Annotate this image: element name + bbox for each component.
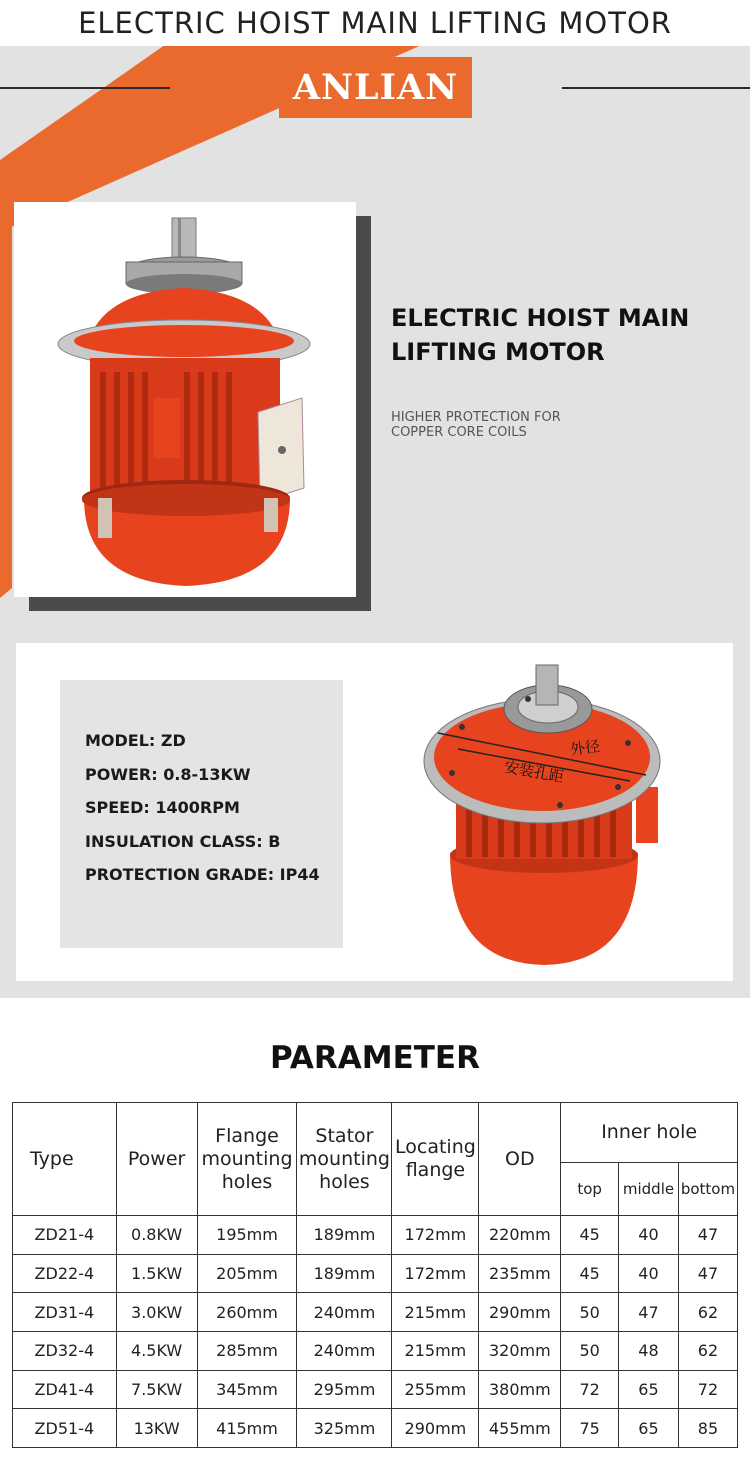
- cell-middle: 40: [619, 1254, 679, 1293]
- cell-flange: 260mm: [197, 1293, 297, 1332]
- cell-locating: 215mm: [392, 1332, 479, 1371]
- table-row: [13, 1370, 738, 1409]
- motor-illustration: [14, 202, 356, 597]
- feature-sub-line1: HIGHER PROTECTION FOR: [391, 410, 561, 425]
- table-row: [13, 1293, 738, 1332]
- cell-bottom: 47: [678, 1254, 737, 1293]
- cell-power: 1.5KW: [116, 1254, 197, 1293]
- header-stator: [297, 1103, 392, 1216]
- cell-top: 50: [561, 1293, 619, 1332]
- cell-locating: 172mm: [392, 1216, 479, 1255]
- header-flange: [197, 1103, 297, 1216]
- motor-dimension-illustration: [408, 653, 678, 973]
- header-stator-l1: Stator: [315, 1124, 374, 1147]
- cell-type: ZD31-4: [13, 1293, 117, 1332]
- header-locating-l2: flange: [405, 1159, 466, 1181]
- cell-flange: 195mm: [197, 1216, 297, 1255]
- cell-bottom: 62: [678, 1293, 737, 1332]
- cell-od: 455mm: [479, 1409, 561, 1448]
- cell-bottom: 47: [678, 1216, 737, 1255]
- cell-middle: 40: [619, 1216, 679, 1255]
- cell-middle: 65: [619, 1370, 679, 1409]
- spec-protection: PROTECTION GRADE: IP44: [85, 865, 320, 884]
- spec-speed: SPEED: 1400RPM: [85, 798, 240, 817]
- divider-left: [0, 87, 170, 89]
- feature-subheading: [391, 410, 691, 440]
- cell-stator: 240mm: [297, 1293, 392, 1332]
- cell-locating: 172mm: [392, 1254, 479, 1293]
- header-flange-l1: Flange: [215, 1124, 279, 1147]
- header-od: OD: [479, 1103, 561, 1216]
- header-inner-hole: Inner hole: [561, 1103, 738, 1163]
- cell-od: 290mm: [479, 1293, 561, 1332]
- cell-od: 235mm: [479, 1254, 561, 1293]
- cell-stator: 189mm: [297, 1216, 392, 1255]
- cell-top: 50: [561, 1332, 619, 1371]
- parameter-title: PARAMETER: [270, 1040, 480, 1076]
- feature-heading-line2: LIFTING MOTOR: [391, 338, 605, 366]
- cell-stator: 240mm: [297, 1332, 392, 1371]
- cell-type: ZD21-4: [13, 1216, 117, 1255]
- table-header-row: [13, 1103, 738, 1163]
- cell-flange: 285mm: [197, 1332, 297, 1371]
- header-top: top: [561, 1163, 619, 1216]
- cell-power: 4.5KW: [116, 1332, 197, 1371]
- parameter-table: [12, 1102, 738, 1448]
- cell-od: 380mm: [479, 1370, 561, 1409]
- cell-power: 0.8KW: [116, 1216, 197, 1255]
- cell-type: ZD32-4: [13, 1332, 117, 1371]
- cell-flange: 205mm: [197, 1254, 297, 1293]
- cell-stator: 295mm: [297, 1370, 392, 1409]
- table-row: [13, 1254, 738, 1293]
- feature-heading-line1: ELECTRIC HOIST MAIN: [391, 304, 690, 332]
- header-power: Power: [116, 1103, 197, 1216]
- spec-power: POWER: 0.8-13KW: [85, 764, 251, 784]
- header-locating-l1: Locating: [395, 1136, 476, 1158]
- divider-right: [562, 87, 750, 89]
- cell-bottom: 72: [678, 1370, 737, 1409]
- cell-power: 13KW: [116, 1409, 197, 1448]
- cell-top: 45: [561, 1216, 619, 1255]
- cell-locating: 255mm: [392, 1370, 479, 1409]
- header-stator-l2: mounting: [298, 1147, 390, 1170]
- cell-locating: 290mm: [392, 1409, 479, 1448]
- header-flange-l3: holes: [221, 1170, 273, 1193]
- cell-bottom: 62: [678, 1332, 737, 1371]
- spec-model: MODEL: ZD: [85, 731, 186, 750]
- label-mounting-distance: 安装孔距: [502, 757, 566, 787]
- cell-middle: 65: [619, 1409, 679, 1448]
- header-bottom: bottom: [678, 1163, 737, 1216]
- feature-sub-line2: COPPER CORE COILS: [391, 425, 527, 440]
- header-middle: middle: [619, 1163, 679, 1216]
- cell-stator: 325mm: [297, 1409, 392, 1448]
- cell-flange: 345mm: [197, 1370, 297, 1409]
- header-flange-l2: mounting: [201, 1147, 293, 1170]
- motor-photo-main: [14, 202, 356, 597]
- spec-list: [60, 680, 343, 948]
- cell-od: 220mm: [479, 1216, 561, 1255]
- cell-locating: 215mm: [392, 1293, 479, 1332]
- cell-od: 320mm: [479, 1332, 561, 1371]
- cell-bottom: 85: [678, 1409, 737, 1448]
- cell-top: 45: [561, 1254, 619, 1293]
- cell-stator: 189mm: [297, 1254, 392, 1293]
- cell-power: 7.5KW: [116, 1370, 197, 1409]
- cell-middle: 47: [619, 1293, 679, 1332]
- header-stator-l3: holes: [319, 1170, 370, 1193]
- header-type: Type: [13, 1103, 117, 1216]
- cell-type: ZD51-4: [13, 1409, 117, 1448]
- brand-logo: ANLIAN: [279, 57, 472, 118]
- feature-heading: [391, 301, 721, 369]
- cell-type: ZD41-4: [13, 1370, 117, 1409]
- cell-power: 3.0KW: [116, 1293, 197, 1332]
- table-row: [13, 1332, 738, 1371]
- motor-photo-dimensions: [408, 653, 678, 973]
- cell-top: 75: [561, 1409, 619, 1448]
- table-row: [13, 1216, 738, 1255]
- spec-insulation: INSULATION CLASS: B: [85, 831, 281, 851]
- table-row: [13, 1409, 738, 1448]
- label-outer-diameter: 外径: [568, 736, 602, 759]
- cell-middle: 48: [619, 1332, 679, 1371]
- header-locating: [392, 1103, 479, 1216]
- cell-type: ZD22-4: [13, 1254, 117, 1293]
- cell-flange: 415mm: [197, 1409, 297, 1448]
- cell-top: 72: [561, 1370, 619, 1409]
- page-title: ELECTRIC HOIST MAIN LIFTING MOTOR: [78, 6, 672, 40]
